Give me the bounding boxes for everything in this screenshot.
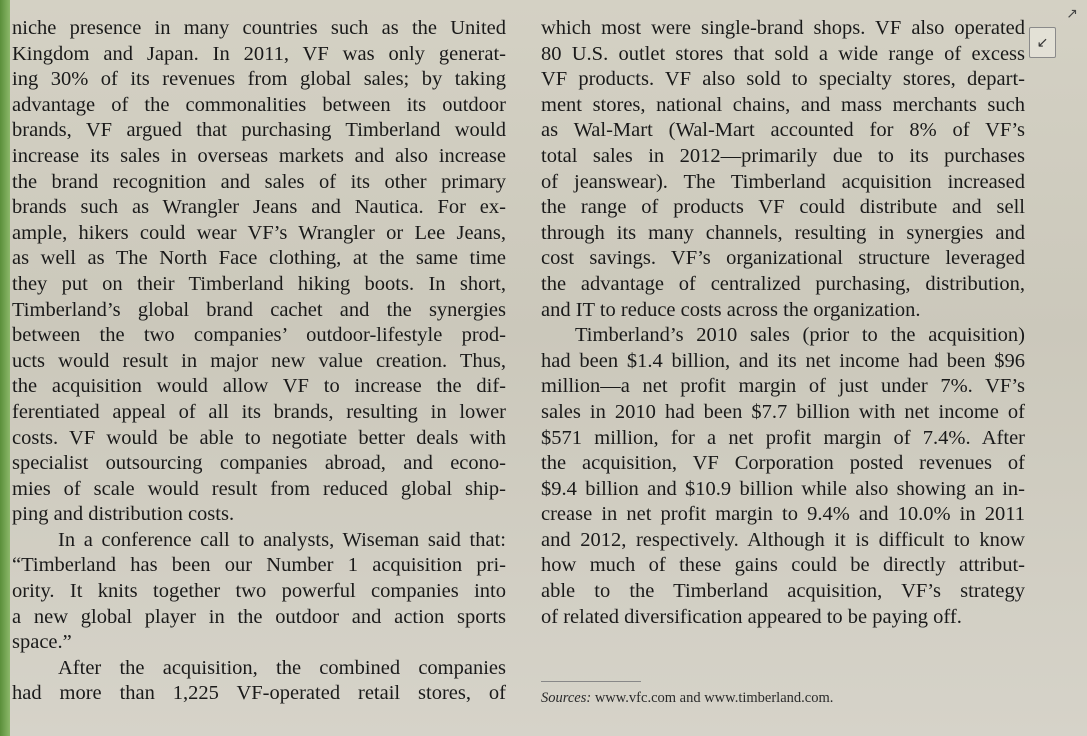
collapse-icon: ↙ [1036,34,1049,51]
text-line: the acquisition would allow VF to increase the dif- [12,375,506,398]
text-line: brands such as Wrangler Jeans and Nautica. For ex- [12,196,506,219]
text-line: and 2012, respectively. Although it is difficult to know [541,528,1025,551]
text-line: how much of these gains could be directly attribut- [541,554,1025,577]
text-line: had more than 1,225 VF-operated retail stores, of [12,682,506,705]
text-line: $9.4 billion and $10.9 billion while also showing an in- [541,477,1025,500]
text-line: Timberland’s 2010 sales (prior to the acquisition) [575,324,1025,347]
text-line: between the two companies’ outdoor-lifestyle prod- [12,324,506,347]
text-line: Timberland’s global brand cachet and the synergies [12,298,506,321]
text-line: had been $1.4 billion, and its net income had been $96 [541,349,1025,372]
text-line: ucts would result in major new value creation. Thus, [12,349,506,372]
expand-icon[interactable]: ↗ [1066,6,1078,22]
text-line: 80 U.S. outlet stores that sold a wide range of excess [541,42,1025,65]
sources-text: www.vfc.com and www.timberland.com. [591,690,834,706]
text-line: of jeanswear). The Timberland acquisition increased [541,170,1025,193]
text-line: and IT to reduce costs across the organization. [541,298,921,321]
text-line: cost savings. VF’s organizational structure leveraged [541,247,1025,270]
text-line: Kingdom and Japan. In 2011, VF was only generat- [12,42,506,65]
text-line: they put on their Timberland hiking boots. In short, [12,272,506,295]
text-line: crease in net profit margin to 9.4% and 10.0% in 2011 [541,503,1025,526]
text-line: of related diversification appeared to be paying off. [541,605,962,628]
text-line: mies of scale would result from reduced global ship- [12,477,506,500]
text-line: ing 30% of its revenues from global sales; by taking [12,68,506,91]
text-line: brands, VF argued that purchasing Timberland would [12,119,506,142]
text-line: VF products. VF also sold to specialty stores, depart- [541,68,1025,91]
text-line: costs. VF would be able to negotiate better deals with [12,426,506,449]
page-edge [0,0,10,736]
right-text-column [541,16,1025,630]
sources-label: Sources: [541,690,592,706]
text-line: through its many channels, resulting in synergies and [541,221,1025,244]
text-line: total sales in 2012—primarily due to its purchases [541,144,1025,167]
text-line: increase its sales in overseas markets and also increase [12,144,506,167]
collapse-button[interactable] [1029,27,1056,58]
text-line: ment stores, national chains, and mass merchants such [541,93,1025,116]
text-line: ping and distribution costs. [12,503,235,526]
left-text-column [12,16,506,707]
text-line: $571 million, for a net profit margin of 7.4%. After [541,426,1025,449]
text-line: space.” [12,631,72,654]
text-line: the brand recognition and sales of its other primary [12,170,506,193]
text-line: sales in 2010 had been $7.7 billion with net income of [541,400,1025,423]
text-line: million—a net profit margin of just under 7%. VF’s [541,375,1025,398]
text-line: able to the Timberland acquisition, VF’s strategy [541,580,1025,603]
text-line: In a conference call to analysts, Wiseman said that: [58,528,506,551]
text-line: the advantage of centralized purchasing, distribution, [541,272,1025,295]
text-line: as well as The North Face clothing, at the same time [12,247,506,270]
text-line: niche presence in many countries such as the United [12,17,506,39]
text-line: ority. It knits together two powerful companies into [12,580,506,603]
text-line: the acquisition, VF Corporation posted revenues of [541,452,1025,475]
text-line: ample, hikers could wear VF’s Wrangler or Lee Jeans, [12,221,506,244]
text-line: specialist outsourcing companies abroad, and econo- [12,452,506,475]
text-line: the range of products VF could distribute and sell [541,196,1025,219]
text-line: After the acquisition, the combined companies [58,656,506,679]
text-line: as Wal-Mart (Wal-Mart accounted for 8% of VF’s [541,119,1025,142]
text-line: ferentiated appeal of all its brands, resulting in lower [12,400,506,423]
text-line: advantage of the commonalities between its outdoor [12,93,506,116]
text-line: which most were single-brand shops. VF also operated [541,17,1025,39]
sources-footnote [541,689,833,707]
text-line: “Timberland has been our Number 1 acquisition pri- [12,554,506,577]
footnote-rule [541,681,641,682]
text-line: a new global player in the outdoor and action sports [12,605,506,628]
